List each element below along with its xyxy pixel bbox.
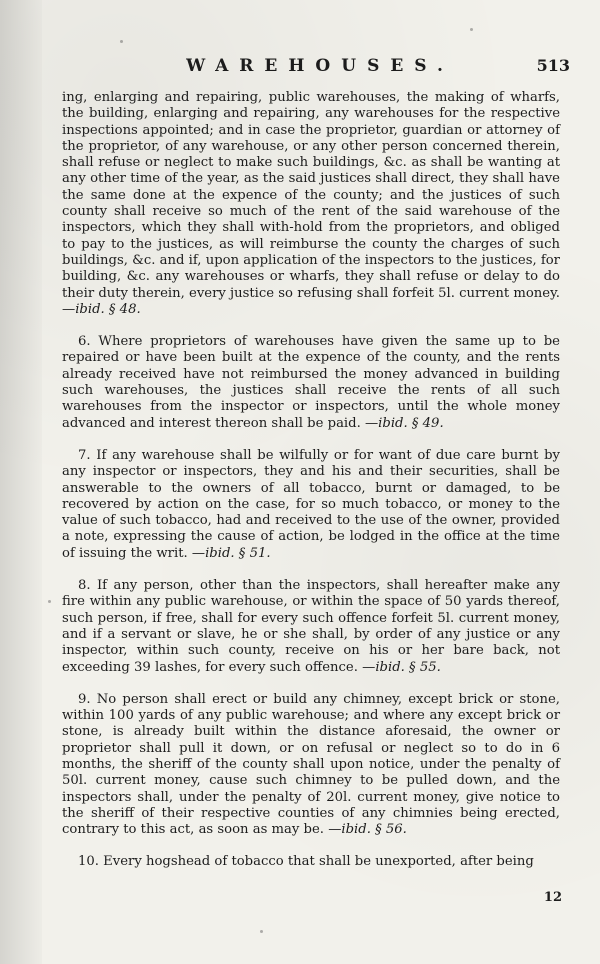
paragraph-text: 10. Every hogshead of tobacco that shall be unexported, after being — [78, 854, 534, 870]
citation: —ibid. § 56. — [328, 822, 407, 838]
citation: —ibid. § 48. — [62, 301, 141, 317]
page-gutter-shadow — [0, 0, 42, 964]
paragraph-text: 8. If any person, other than the inspectors, shall hereafter make any fire within any public warehouse, or within the space of 50 yards thereof, such person, if free, shall for every such offence forfeit 5l. current money, and if a servant or slave, he or she shall, by order of any justice or any inspector, within such county, receive on his or her bare back, not exceeding 39 lashes, for every such offence. — [62, 578, 560, 675]
paragraph-text: 7. If any warehouse shall be wilfully or for want of due care burnt by any inspector or inspectors, they and his and their securities, shall be answerable to the owners of all tobacco, burnt or damaged, to be recovered by action on the case, for so much tobacco, or money to the value of such tobacco, had and received to the use of the owner, provided a note, expressing the cause of action, be lodged in the office at the time of issuing the writ. — [62, 447, 560, 561]
citation: —ibid. § 49. — [364, 415, 444, 431]
body-text — [62, 90, 560, 871]
page-number: 513 — [536, 56, 570, 75]
paragraph-7 — [62, 448, 560, 562]
paper-speck — [120, 40, 123, 43]
citation: —ibid. § 55. — [362, 659, 441, 675]
paragraph-6 — [62, 334, 560, 432]
page-header — [60, 56, 570, 82]
paper-speck — [470, 28, 473, 31]
paragraph-text: 6. Where proprietors of warehouses have given the same up to be repaired or have been built at the expence of the county, and the rents already received have not reimbursed the money advanced in building such warehouses, the justices shall receive the rents of all such warehouses from the inspector or inspectors, until the whole money advanced and interest thereon shall be paid. — [62, 334, 560, 431]
paragraph-text: 9. No person shall erect or build any chimney, except brick or stone, within 100 yards of any public warehouse; and where any except brick or stone, is already built within the distance aforesaid, the owner or proprietor shall pull it down, or on refusal or neglect so to do in 6 months, the sheriff of the county shall upon notice, under the penalty of 50l. current money, cause such chimney to be pulled down, and the inspectors shall, under the penalty of 20l. current money, give notice to the sheriff of their respective counties of any chimnies being erected, contrary to this act, as soon as may be. — [62, 691, 560, 838]
paragraph-continued — [62, 90, 560, 318]
running-head: WAREHOUSES. — [186, 56, 454, 76]
citation: —ibid. § 51. — [191, 545, 271, 561]
paragraph-9 — [62, 692, 560, 839]
paragraph-10 — [62, 854, 560, 870]
catchword: 12 — [543, 890, 562, 905]
paper-speck — [48, 600, 51, 603]
paper-speck — [260, 930, 263, 933]
paragraph-text: ing, enlarging and repairing, public warehouses, the making of wharfs, the building, enlarging and repairing, any warehouses for the respective inspections appointed; and in case the proprietor, guardian or attorney of the proprietor, of any warehouse, or any other person concerned therein, shall refuse or neglect to make such buildings, &c. as shall be wanting at any other time of the year, as the said justices shall direct, they shall have the same done at the expence of the county; and the justices of such county shall receive so much of the rent of the said warehouse of the inspectors, which they shall with-hold from the proprietors, and obliged to pay to the justices, as will reimburse the county the charges of such buildings, &c. and if, upon application of the inspectors to the justices, for building, &c. any warehouses or wharfs, they shall refuse or delay to do their duty therein, every justice so refusing shall forfeit 5l. current money. — [62, 90, 560, 301]
paragraph-8 — [62, 578, 560, 676]
